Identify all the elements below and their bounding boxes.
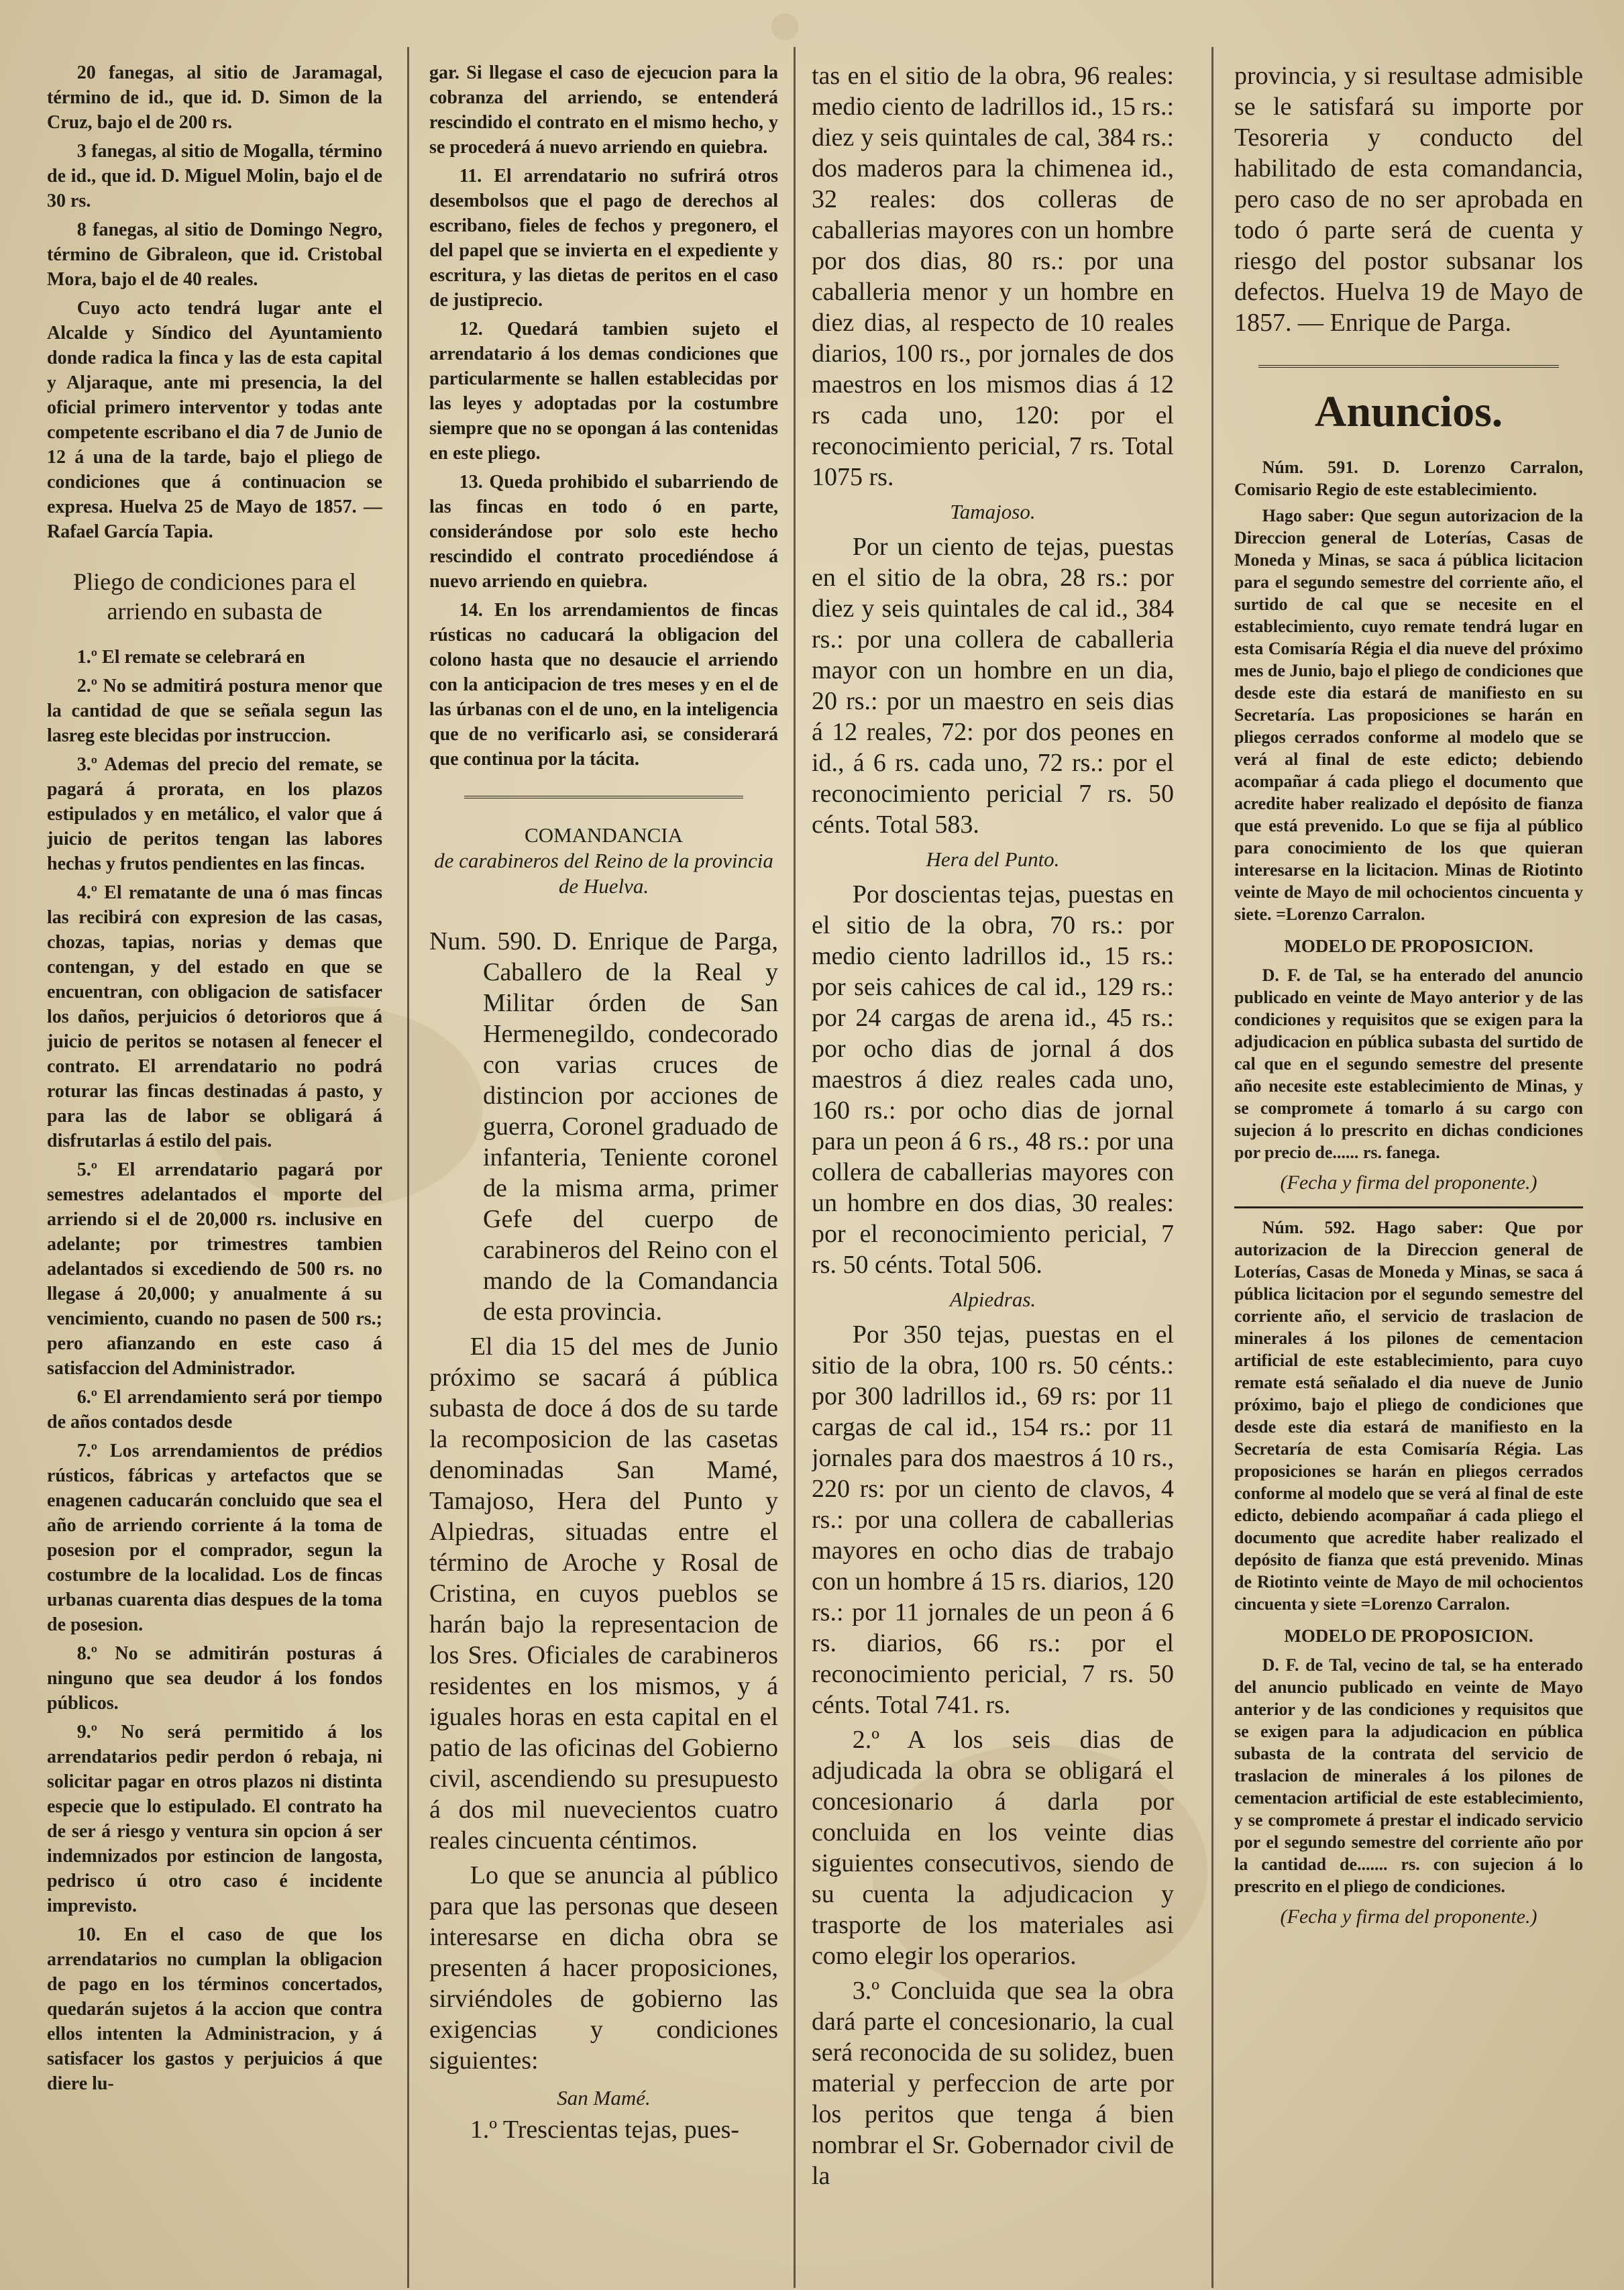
subheading: Tamajoso. xyxy=(950,500,1036,523)
signature-line: (Fecha y firma del proponente.) xyxy=(1280,1172,1537,1194)
column-2 xyxy=(429,60,778,2275)
divider xyxy=(1234,1206,1583,1208)
paragraph: Cuyo acto tendrá lugar ante el Alcalde y Síndico del Ayuntamiento donde radica la finca y las de esta capital y Aljaraque, ante mi presencia, la del oficial primero interventor y todas ante competente escribano el dia 7 de Junio de 12 á una de la tarde, bajo el pliego de condiciones que á continuacion se expresa. Huelva 25 de Mayo de 1857. —Rafael García Tapia. xyxy=(47,298,382,542)
column-1 xyxy=(47,60,382,2275)
paragraph: provincia, y si resultase admisible se le satisfará su importe por Tesoreria y conducto del habilitado de esta comandancia, pero caso de no ser aprobada en todo ó parte será de cuenta y riesgo del postor subsanar los defectos. Huelva 19 de Mayo de 1857. — Enrique de Parga. xyxy=(1234,62,1583,337)
column-rule xyxy=(794,47,796,2288)
section-heading: COMANDANCIA xyxy=(525,823,683,847)
condition: 5.º El arrendatario pagará por semestres adelantados el mporte del arriendo si el de 20,000 rs. inclusive en adelante; por trimestres tambien adelantados si excediendo de 500 rs. no llegase á 20,000; y anualmente á su vencimiento, cuando no pasen de 500 rs.; pero afianzando en este caso á satisfaccion del Administrador. xyxy=(47,1159,382,1379)
paragraph: 8 fanegas, al sitio de Domingo Negro, término de Gibraleon, que id. Cristobal Mora, bajo el de 40 reales. xyxy=(47,219,382,290)
paragraph: 1.º Trescientas tejas, pues- xyxy=(470,2116,740,2144)
paragraph: Núm. 592. Hago saber: Que por autorizacion de la Direccion general de Loterías, Casas de Moneda y Minas, se saca á pública licitacion por el segundo semestre del corriente año, el servicio de traslacion de minerales á los pilones de cementacion artificial de este establecimiento, para cuyo remate está señalado el dia nueve de Junio próximo, bajo el pliego de condiciones que desde este dia estará de manifiesto en la Secretaría de esta Comisaría Régia. Las proposiciones se harán en pliegos cerrados conforme al modelo que se verá al final de este edicto, debiendo acompañar á cada pliego el documento que acredite haber realizado el depósito de fianza que está prevenido. Minas de Riotinto veinte de Mayo de mil ochocientos cincuenta y siete =Lorenzo Carralon. xyxy=(1234,1218,1583,1614)
condition: 6.º El arrendamiento será por tiempo de años contados desde xyxy=(47,1387,382,1433)
column-4 xyxy=(1234,60,1583,2275)
signature-line: (Fecha y firma del proponente.) xyxy=(1280,1906,1537,1928)
announcement-lead: Num. 590. D. Enrique de Parga, Caballero de la Real y Militar órden de San Hermenegildo, condecorado con varias cruces de distincion por acciones de guerra, Coronel graduado de infanteria, Teniente coronel de la misma arma, primer Gefe del cuerpo de carabineros del Reino con el mando de la Comandancia de esta provincia. xyxy=(429,927,778,1326)
condition: 7.º Los arrendamientos de prédios rústicos, fábricas y artefactos que se enagenen caducarán concluido que sea el año de arriendo corriente á la toma de posesion por el comprador, segun la costumbre de la localidad. Los de fincas urbanas cuarenta dias despues de la toma de posesion. xyxy=(47,1441,382,1635)
condition: 2.º No se admitirá postura menor que la cantidad de que se señala segun las lasreg este blecidas por instruccion. xyxy=(47,676,382,746)
column-rule xyxy=(407,47,409,2288)
subheading: San Mamé. xyxy=(557,2086,651,2110)
condition: 1.º El remate se celebrará en xyxy=(76,647,305,668)
paragraph: 2.º A los seis dias de adjudicada la obra se obligará el concesionario á darla por concluida en los veinte dias siguientes consecutivos, siendo de su cuenta la adjudicacion y trasporte de los materiales asi como elegir los operarios. xyxy=(812,1726,1174,1970)
paragraph: Lo que se anuncia al público para que las personas que deseen interesarse en dicha obra se presenten á hacer proposiciones, sirviéndoles de gobierno las exigencias y condiciones siguientes: xyxy=(429,1861,778,2075)
section-subheading: de carabineros del Reino de la provincia de Huelva. xyxy=(434,849,773,898)
condition: 3.º Ademas del precio del remate, se pagará á prorata, en los plazos estipulados y en metálico, el valor que á juicio de peritos tengan las labores hechas y frutos pendientes en las fincas. xyxy=(47,754,382,874)
column-3 xyxy=(812,60,1174,2275)
model-heading: MODELO DE PROPOSICION. xyxy=(1284,936,1533,956)
paragraph: D. F. de Tal, se ha enterado del anuncio publicado en veinte de Mayo anterior y de las condiciones y requisitos que se exigen para la adjudicacion en pública subasta del surtido de cal que en el segundo semestre del presente año necesite este establecimiento de Minas, y se compromete á tomarlo á su cargo con sujecion á lo prescrito en dichas condiciones por precio de...... rs. fanega. xyxy=(1234,966,1583,1162)
paragraph: D. F. de Tal, vecino de tal, se ha enterado del anuncio publicado en veinte de Mayo anterior y de las condiciones y requisitos que se exigen para la adjudicacion en pública subasta de la contrata del servicio de traslacion de minerales á los pilones de cementacion artificial de este establecimiento, y se compromete á prestar el indicado servicio por el segundo semestre del corriente año por la cantidad de....... rs. con sujecion á lo prescrito en el pliego de condiciones. xyxy=(1234,1655,1583,1896)
paragraph: 3 fanegas, al sitio de Mogalla, término de id., que id. D. Miguel Molin, bajo el de 30 rs. xyxy=(47,141,382,211)
model-heading: MODELO DE PROPOSICION. xyxy=(1284,1626,1533,1646)
section-title: Pliego de condiciones para el arriendo en subasta de xyxy=(73,568,356,625)
section-heading: Anuncios. xyxy=(1314,387,1503,436)
section-separator xyxy=(1258,365,1558,372)
condition: 4.º El rematante de una ó mas fincas las recibirá con expresion de las casas, chozas, tapias, norias y demas que contengan, y del estado en que se encuentran, con obligacion de satisfacer los daños, perjuicios ó detorioros que á juicio de peritos se notasen al fenecer el contrato. El arrendatario no podrá roturar las fincas destinadas á pasto, y para las de labor se obligará á disfrutarlas á estilo del pais. xyxy=(47,882,382,1151)
paragraph: Por un ciento de tejas, puestas en el sitio de la obra, 28 rs.: por diez y seis quintales de cal id., 384 rs.: por una collera de caballeria mayor con un hombre en un dia, 20 rs.: por un maestro en seis dias á 12 reales, 72: por dos peones en id., á 6 rs. cada uno, 72 rs.: por el reconocimiento pericial 7 rs. 50 cénts. Total 583. xyxy=(812,533,1174,839)
paragraph: 3.º Concluida que sea la obra dará parte el concesionario, la cual será reconocida de su solidez, buen material y perfeccion de arte por los peritos que tenga á bien nombrar el Sr. Gobernador civil de la xyxy=(812,1977,1174,2190)
paragraph: Por doscientas tejas, puestas en el sitio de la obra, 70 rs.: por medio ciento ladrillos id., 15 rs.: por seis cahices de cal id., 129 rs.: por 24 cargas de arena id., 45 rs.: por ocho dias de jornal á dos maestros á diez reales cada uno, 160 rs.: por ocho dias de jornal para un peon á 6 rs., 48 rs.: por una collera de caballerias mayores con un hombre en dos dias, 30 reales: por el reconocimiento pericial, 7 rs. 50 cénts. Total 506. xyxy=(812,880,1174,1279)
ink-stain xyxy=(771,13,798,40)
paragraph: tas en el sitio de la obra, 96 reales: medio ciento de ladrillos id., 15 rs.: diez y seis quintales de cal, 384 rs.: dos maderos para la chimenea id., 32 reales: dos colleras de caballerias mayores con un hombre por dos dias, 80 rs.: por una caballeria menor y un hombre en diez dias, al respecto de 10 reales diarios, 100 rs., por jornales de dos maestros en los mismos dias á 12 rs cada uno, 120: por el reconocimiento pericial, 7 rs. Total 1075 rs. xyxy=(812,62,1174,491)
announcement-lead: Núm. 591. D. Lorenzo Carralon, Comisario Regio de este establecimiento. xyxy=(1234,458,1583,499)
paragraph: El dia 15 del mes de Junio próximo se sacará á pública subasta de doce á dos de su tarde la recomposicion de las casetas denominadas San Mamé, Tamajoso, Hera del Punto y Alpiedras, situadas entre el término de Aroche y Rosal de Cristina, en cuyos pueblos se harán bajo la representacion de los Sres. Oficiales de carabineros residentes en los mismos, y á iguales horas en esta capital en el patio de las oficinas del Gobierno civil, ascendiendo su presupuesto á dos mil nuevecientos cuatro reales cincuenta céntimos. xyxy=(429,1333,778,1855)
condition: 9.º No será permitido á los arrendatarios pedir perdon ó rebaja, ni solicitar pagar en otros plazos ni distinta especie que lo estipulado. El contrato ha de ser á riesgo y ventura sin opcion á ser indemnizados por estincion de langosta, pedrisco ú otro caso é incidente imprevisto. xyxy=(47,1722,382,1916)
condition: 10. En el caso de que los arrendatarios no cumplan la obligacion de pago en los términos concertados, quedarán sujetos á la accion que contra ellos intenten la Administracion, y á satisfacer los gastos y perjuicios á que diere lu- xyxy=(47,1924,382,2094)
subheading: Hera del Punto. xyxy=(926,847,1060,871)
paragraph: 20 fanegas, al sitio de Jaramagal, término de id., que id. D. Simon de la Cruz, bajo el de 200 rs. xyxy=(47,62,382,133)
condition: 13. Queda prohibido el subarriendo de las fincas en todo ó en parte, considerándose por solo este hecho rescindido el contrato procediéndose á nuevo arriendo en quiebra. xyxy=(429,472,778,592)
subheading: Alpiedras. xyxy=(949,1288,1036,1311)
section-separator xyxy=(464,796,743,802)
condition: 12. Quedará tambien sujeto el arrendatario á los demas condiciones que particularmente se hallen establecidas por las leyes y adoptadas por la costumbre siempre que no se opongan á las contenidas en este pliego. xyxy=(429,319,778,464)
paragraph: Hago saber: Que segun autorizacion de la Direccion general de Loterías, Casas de Moneda y Minas, se saca á pública licitacion para el segundo semestre del corriente año, el surtido de cal que se necesite en el establecimiento, cuyo remate tendrá lugar en esta Comisaría Régia el dia nueve del próximo mes de Junio, bajo el pliego de condiciones que desde este dia estará de manifiesto en su Secretaría. Las proposiciones se harán en pliegos cerrados conforme al modelo que se verá al final de este edicto; debiendo acompañar á cada pliego el documento que acredite haber realizado el depósito de fianza que está prevenido. Lo que se fija al público para conocimiento de los que quieran interesarse en la licitacion. Minas de Riotinto veinte de Mayo de mil ochocientos cincuenta y siete. =Lorenzo Carralon. xyxy=(1234,506,1583,924)
condition: 14. En los arrendamientos de fincas rústicas no caducará la obligacion del colono hasta que no desaucie el arriendo con la anticipacion de tres meses y en el de las úrbanas con el de uno, en la inteligencia que de no verificarlo asi, se considerará que continua por la tácita. xyxy=(429,600,778,770)
condition: 11. El arrendatario no sufrirá otros desembolsos que el pago de derechos al escribano, fieles de fechos y pregonero, el del papel que se invierta en el expediente y escritura, y las dietas de peritos en el caso de justiprecio. xyxy=(429,166,778,311)
condition: gar. Si llegase el caso de ejecucion para la cobranza del arriendo, se entenderá rescindido el contrato en el mismo hecho, y se procederá á nuevo arriendo en quiebra. xyxy=(429,62,778,158)
column-rule xyxy=(1211,47,1213,2288)
condition: 8.º No se admitirán posturas á ninguno que sea deudor á los fondos públicos. xyxy=(47,1643,382,1714)
paragraph: Por 350 tejas, puestas en el sitio de la obra, 100 rs. 50 cénts.: por 300 ladrillos id., 69 rs: por 11 cargas de cal id., 154 rs.: por 11 jornales para dos maestros á 10 rs., 220 rs: por un ciento de clavos, 4 rs.: por una collera de caballerias mayores en ocho dias de trabajo con un hombre á 15 rs. diarios, 120 rs.: por 11 jornales de un peon á 6 rs. diarios, 66 rs.: por el reconocimiento pericial, 7 rs. 50 cénts. Total 741. rs. xyxy=(812,1320,1174,1719)
